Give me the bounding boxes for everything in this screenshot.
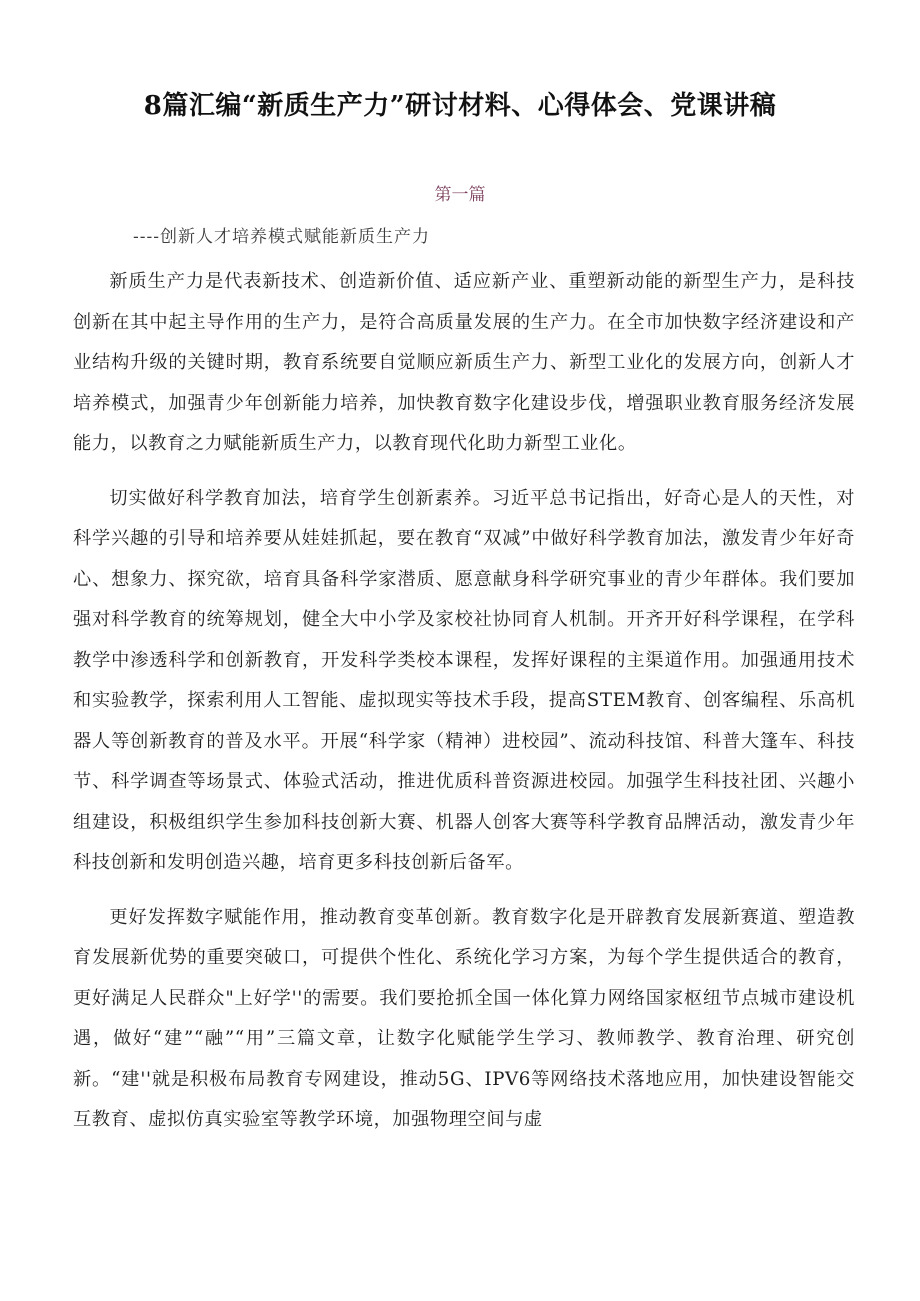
section-subtitle: ----创新人才培养模式赋能新质生产力 — [133, 227, 430, 247]
paragraph-2: 切实做好科学教育加法，培育学生创新素养。习近平总书记指出，好奇心是人的天性，对科学兴趣的引导和培养要从娃娃抓起，要在教育“双减”中做好科学教育加法，激发青少年好奇心、想象力、探究欲，培育具备科学家潜质、愿意献身科学研究事业的青少年群体。我们要加强对科学教育的统筹规划，健全大中小学及家校社协同育人机制。开齐开好科学课程，在学科教学中渗透科学和创新教育，开发科学类校本课程，发挥好课程的主渠道作用。加强通用技术和实验教学，探索利用人工智能、虚拟现实等技术手段，提高STEM教育、创客编程、乐高机器人等创新教育的普及水平。开展“科学家（精神）进校园”、流动科技馆、科普大篷车、科技节、科学调查等场景式、体验式活动，推进优质科普资源进校园。加强学生科技社团、兴趣小组建设，积极组织学生参加科技创新大赛、机器人创客大赛等科学教育品牌活动，激发青少年科技创新和发明创造兴趣，培育更多科技创新后备军。 — [73, 487, 855, 873]
paragraph-1: 新质生产力是代表新技术、创造新价值、适应新产业、重塑新动能的新型生产力，是科技创新在其中起主导作用的生产力，是符合高质量发展的生产力。在全市加快数字经济建设和产业结构升级的关键时期，教育系统要自觉顺应新质生产力、新型工业化的发展方向，创新人才培养模式，加强青少年创新能力培养，加快教育数字化建设步伐，增强职业教育服务经济发展能力，以教育之力赋能新质生产力，以教育现代化助力新型工业化。 — [73, 271, 855, 454]
document-title: 8篇汇编“新质生产力”研讨材料、心得体会、党课讲稿 — [143, 91, 777, 121]
part-label: 第一篇 — [434, 185, 486, 205]
body-text — [73, 262, 855, 1141]
paragraph-3: 更好发挥数字赋能作用，推动教育变革创新。教育数字化是开辟教育发展新赛道、塑造教育发展新优势的重要突破口，可提供个性化、系统化学习方案，为每个学生提供适合的教育，更好满足人民群众"上好学''的需要。我们要抢抓全国一体化算力网络国家枢纽节点城市建设机遇，做好“建”“融”“用”三篇文章，让数字化赋能学生学习、教师教学、教育治理、研究创新。“建''就是积极布局教育专网建设，推动5G、IPV6等网络技术落地应用，加快建设智能交互教育、虚拟仿真实验室等教学环境，加强物理空间与虚 — [73, 906, 855, 1130]
